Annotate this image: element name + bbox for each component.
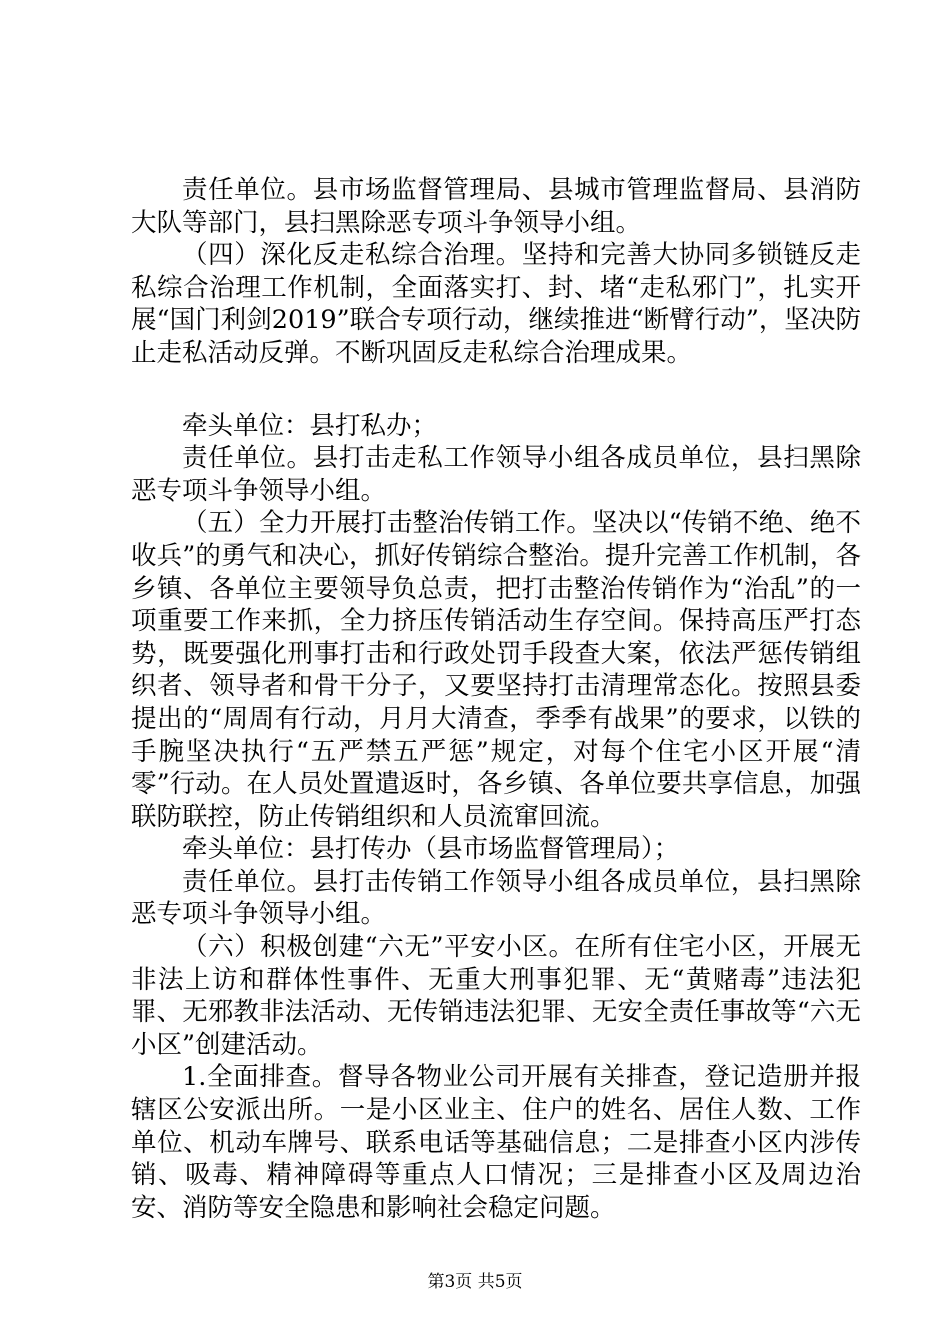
paragraph-responsible-units-3: 责任单位。县打击传销工作领导小组各成员单位，县扫黑除恶专项斗争领导小组。 (131, 866, 861, 930)
paragraph-anti-smuggling: （四）深化反走私综合治理。坚持和完善大协同多锁链反走私综合治理工作机制，全面落实打、封、堵“走私邪门”，扎实开展“国门利剑2019”联合专项行动，继续推进“断臂行动”，坚决防止走私活动反弹。不断巩固反走私综合治理成果。 (131, 240, 861, 368)
paragraph-spacer (131, 370, 861, 410)
paragraph-full-survey: 1.全面排查。督导各物业公司开展有关排查，登记造册并报辖区公安派出所。一是小区业主、住户的姓名、居住人数、工作单位、机动车牌号、联系电话等基础信息；二是排查小区内涉传销、吸毒、精神障碍等重点人口情况；三是排查小区及周边治安、消防等安全隐患和影响社会稳定问题。 (131, 1062, 861, 1223)
document-body (131, 174, 861, 1224)
paragraph-anti-mlm: （五）全力开展打击整治传销工作。坚决以“传销不绝、绝不收兵”的勇气和决心，抓好传销综合整治。提升完善工作机制，各乡镇、各单位主要领导负总责，把打击整治传销作为“治乱”的一项重要工作来抓，全力挤压传销活动生存空间。保持高压严打态势，既要强化刑事打击和行政处罚手段查大案，依法严惩传销组织者、领导者和骨干分子，又要坚持打击清理常态化。按照县委提出的“周周有行动，月月大清查，季季有战果”的要求，以铁的手腕坚决执行“五严禁五严惩”规定，对每个住宅小区开展“清零”行动。在人员处置遣返时，各乡镇、各单位要共享信息，加强联防联控，防止传销组织和人员流窜回流。 (131, 508, 861, 832)
paragraph-responsible-units-2: 责任单位。县打击走私工作领导小组各成员单位，县扫黑除恶专项斗争领导小组。 (131, 443, 861, 506)
page-footer: 第3页 共5页 (427, 1272, 523, 1292)
paragraph-lead-unit-1: 牵头单位：县打私办； (182, 410, 438, 441)
paragraph-six-none-community: （六）积极创建“六无”平安小区。在所有住宅小区，开展无非法上访和群体性事件、无重大刑事犯罪、无“黄赌毒”违法犯罪、无邪教非法活动、无传销违法犯罪、无安全责任事故等“六无小区”创建活动。 (131, 932, 861, 1060)
paragraph-responsible-units-1: 责任单位。县市场监督管理局、县城市管理监督局、县消防大队等部门，县扫黑除恶专项斗争领导小组。 (131, 175, 861, 238)
paragraph-lead-unit-2: 牵头单位：县打传办（县市场监督管理局）； (182, 834, 680, 865)
